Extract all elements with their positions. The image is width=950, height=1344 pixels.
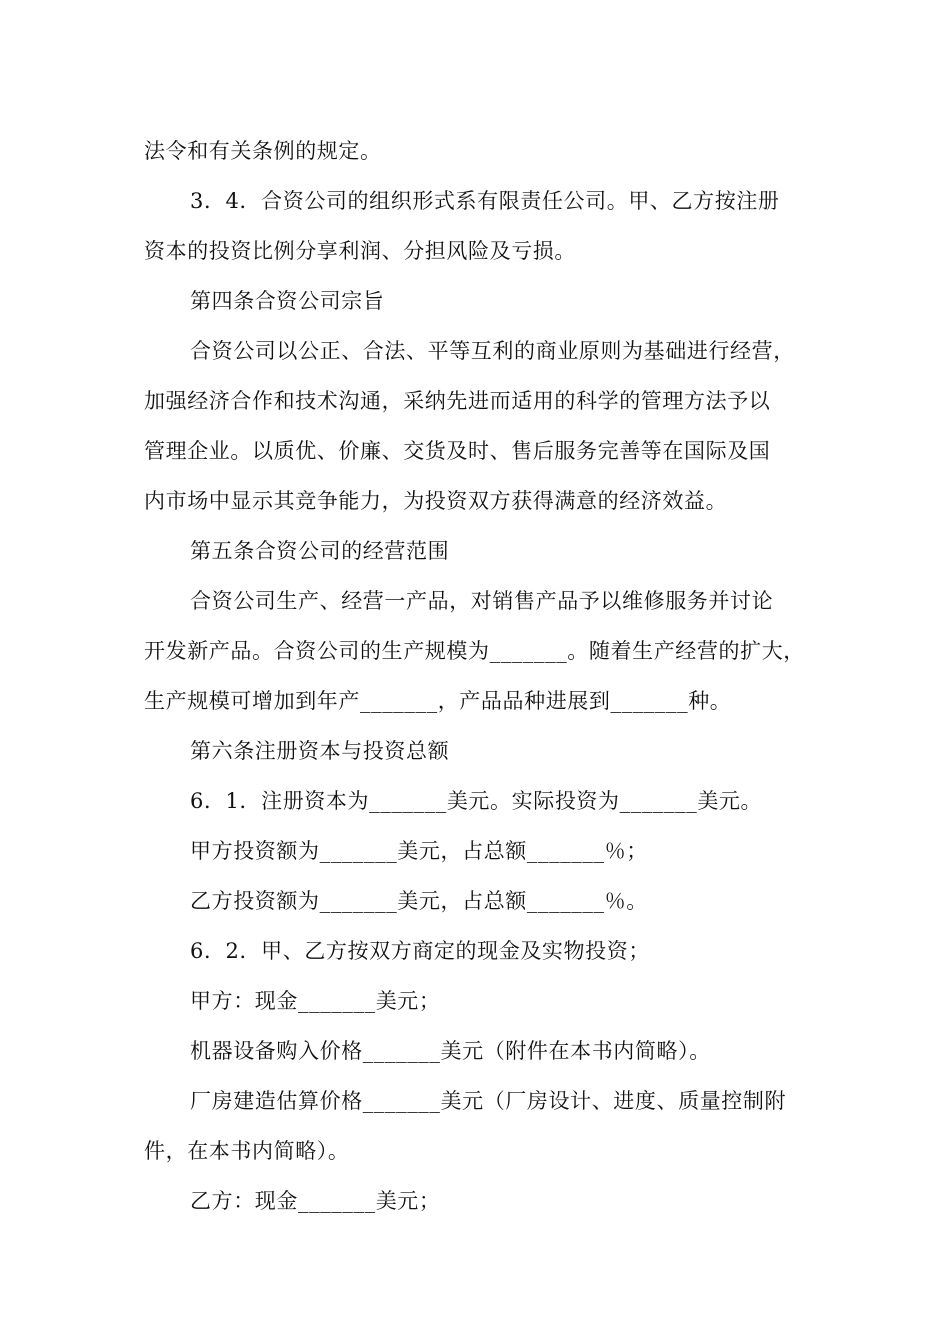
- paragraph-line: 甲方投资额为_______美元，占总额_______％；: [190, 839, 648, 863]
- paragraph-line: 加强经济合作和技术沟通，采纳先进而适用的科学的管理方法予以: [144, 389, 771, 413]
- paragraph-line: 6．1．注册资本为_______美元。实际投资为_______美元。: [190, 789, 763, 813]
- paragraph-line: 开发新产品。合资公司的生产规模为_______。随着生产经营的扩大，: [144, 639, 805, 663]
- paragraph-line: 生产规模可增加到年产_______，产品品种进展到_______种。: [144, 689, 732, 713]
- paragraph-line: 内市场中显示其竞争能力，为投资双方获得满意的经济效益。: [144, 489, 728, 513]
- paragraph-line: 管理企业。以质优、价廉、交货及时、售后服务完善等在国际及国: [144, 439, 771, 463]
- paragraph-line: 3．4．合资公司的组织形式系有限责任公司。甲、乙方按注册: [190, 189, 780, 213]
- section-heading: 第四条合资公司宗旨: [190, 289, 385, 313]
- paragraph-line: 件，在本书内简略）。: [144, 1139, 350, 1163]
- paragraph-line: 合资公司生产、经营一产品，对销售产品予以维修服务并讨论: [190, 589, 774, 613]
- section-heading: 第六条注册资本与投资总额: [190, 739, 450, 763]
- paragraph-line: 机器设备购入价格_______美元（附件在本书内简略）。: [190, 1039, 711, 1063]
- section-heading: 第五条合资公司的经营范围: [190, 539, 450, 563]
- paragraph-line: 法令和有关条例的规定。: [144, 139, 382, 163]
- paragraph-line: 资本的投资比例分享利润、分担风险及亏损。: [144, 239, 576, 263]
- paragraph-line: 乙方：现金_______美元；: [190, 1189, 441, 1213]
- paragraph-line: 合资公司以公正、合法、平等互利的商业原则为基础进行经营，: [190, 339, 795, 363]
- paragraph-line: 甲方：现金_______美元；: [190, 989, 441, 1013]
- paragraph-line: 厂房建造估算价格_______美元（厂房设计、进度、质量控制附: [190, 1089, 787, 1113]
- paragraph-line: 乙方投资额为_______美元，占总额_______％。: [190, 889, 648, 913]
- paragraph-line: 6．2．甲、乙方按双方商定的现金及实物投资；: [190, 939, 650, 963]
